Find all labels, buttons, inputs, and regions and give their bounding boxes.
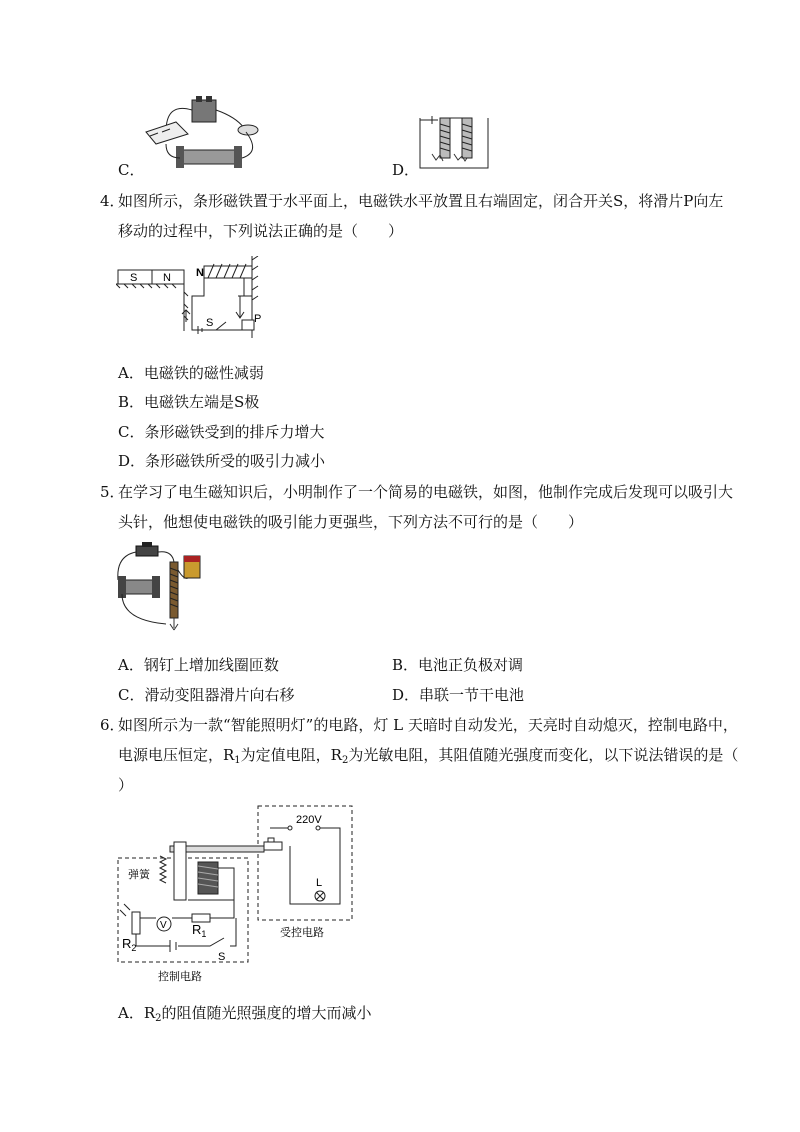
bar-magnet-s-label: S — [130, 272, 138, 284]
q5-stem-line1: 在学习了电生磁知识后，小明制作了一个简易的电磁铁，如图，他制作完成后发现可以吸引大 — [118, 483, 734, 501]
option-d-figure — [418, 114, 490, 170]
q4-option-d: D．条形磁铁所受的吸引力减小 — [118, 452, 326, 470]
q6-stem-line1: 如图所示为一款“智能照明灯”的电路，灯 L 天暗时自动发光，天亮时自动熄灭，控制电路中， — [118, 716, 738, 734]
q6-stem-line3: ） — [118, 776, 134, 794]
switch-s-label: S — [206, 317, 214, 329]
q6-option-a: A．$R_2$的阻值随光照强度的增大而减小 — [118, 1004, 372, 1024]
q5-option-b: B．电池正负极对调 — [392, 656, 524, 674]
q4-number: 4． — [100, 192, 125, 210]
q4-option-c: C．条形磁铁受到的排斥力增大 — [118, 423, 325, 441]
option-c-label: C． — [118, 161, 145, 179]
q6-figure — [114, 804, 364, 986]
slider-p-label: P — [254, 313, 262, 325]
lamp-label: L — [316, 877, 323, 889]
spring-label: 弹簧 — [128, 869, 150, 881]
bar-magnet-n-label: N — [163, 272, 171, 284]
q4-stem-line1: 如图所示，条形磁铁置于水平面上，电磁铁水平放置且右端固定，闭合开关S，将滑片P向左 — [118, 192, 724, 210]
q4-option-b: B．电磁铁左端是S极 — [118, 393, 260, 411]
q4-stem-line2: 移动的过程中，下列说法正确的是（ ） — [118, 222, 404, 240]
option-c-figure — [136, 92, 266, 174]
q5-figure — [112, 540, 212, 636]
q6-stem-line2: 电源电压恒定，$R_1$为定值电阻，$R_2$为光敏电阻，其阻值随光强度而变化，以下说法错误的是（ — [118, 746, 739, 766]
q6-number: 6． — [100, 716, 125, 734]
controlled-circuit-label: 受控电路 — [280, 927, 324, 939]
option-d-label: D． — [392, 161, 420, 179]
control-circuit-label: 控制电路 — [158, 971, 202, 983]
r2-label: $R_2$ — [122, 936, 137, 953]
electromagnet-n-label: N — [196, 267, 204, 279]
q5-number: 5． — [100, 483, 125, 501]
q5-option-c: C．滑动变阻器滑片向右移 — [118, 686, 295, 704]
q5-stem-line2: 头针，他想使电磁铁的吸引能力更强些，下列方法不可行的是（ ） — [118, 513, 584, 531]
r1-label: $R_1$ — [192, 922, 207, 939]
q4-option-a: A．电磁铁的磁性减弱 — [118, 364, 264, 382]
voltage-220v-label: 220V — [296, 814, 322, 826]
q4-figure — [116, 256, 266, 338]
switch-s-label: S — [218, 951, 226, 963]
q5-option-a: A．钢钉上增加线圈匝数 — [118, 656, 279, 674]
q5-option-d: D．串联一节干电池 — [392, 686, 525, 704]
voltmeter-label: V — [160, 920, 167, 931]
